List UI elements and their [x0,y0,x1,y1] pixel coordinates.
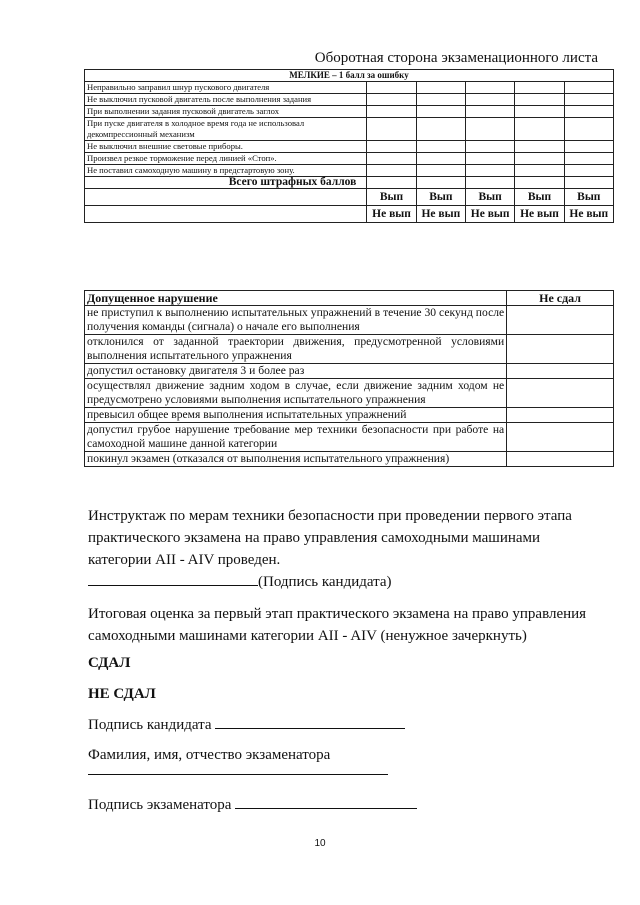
failed-cell: Не вып [564,206,613,223]
candidate-signature-blank[interactable] [215,728,405,729]
final-grade-text: Итоговая оценка за первый этап практического экзамена на право управления самоходными машинами категории AII - AIV (ненужное зачеркнуть) [88,606,587,644]
score-cell [564,153,613,165]
empty-cell [85,189,367,206]
score-cell [416,153,465,165]
violations-table [84,290,614,467]
fail-mark-cell [507,379,614,408]
passed-cell: Вып [465,189,514,206]
score-cell [416,141,465,153]
failed-cell: Не вып [416,206,465,223]
table-row [85,335,614,364]
passed-cell: Вып [515,189,564,206]
table-row [85,452,614,467]
examiner-signature-blank[interactable] [235,808,417,809]
violations-header-row [85,291,614,306]
score-cell [367,165,416,177]
col-fail: Не сдал [507,291,614,306]
score-cell [367,153,416,165]
score-cell [515,106,564,118]
error-description: При пуске двигателя в холодное время года не использовал декомпрессионный механизм [85,118,367,141]
table-row [85,364,614,379]
score-cell [416,82,465,94]
passed-cell: Вып [564,189,613,206]
total-cell [515,177,564,189]
score-cell [367,94,416,106]
score-cell [564,106,613,118]
failed-cell: Не вып [515,206,564,223]
examiner-signature-label: Подпись экзаменатора [88,797,232,813]
score-cell [465,153,514,165]
score-cell [564,141,613,153]
score-cell [367,141,416,153]
violation-description: осуществлял движение задним ходом в случае, если движение задним ходом не предусмотрено условиями выполнения испытательного упражнения [85,379,507,408]
fail-mark-cell [507,306,614,335]
table-row [85,379,614,408]
error-description: Неправильно заправил шнур пускового двигателя [85,82,367,94]
score-cell [465,94,514,106]
score-cell [416,165,465,177]
candidate-signature-line [88,571,596,593]
total-cell [367,177,416,189]
candidate-signature-label: Подпись кандидата [88,717,212,733]
fail-mark-cell [507,452,614,467]
score-cell [367,82,416,94]
score-cell [416,106,465,118]
fail-mark-cell [507,423,614,452]
score-cell [515,153,564,165]
minor-errors-table [84,69,614,223]
fail-mark-cell [507,335,614,364]
total-cell [564,177,613,189]
col-violation: Допущенное нарушение [85,291,507,306]
score-cell [515,141,564,153]
error-description: Не выключил внешние световые приборы. [85,141,367,153]
violation-description: отклонился от заданной траектории движения, предусмотренной условиями выполнения испытательного упражнения [85,335,507,364]
candidate-signature-caption: (Подпись кандидата) [258,574,392,590]
total-row [85,177,614,189]
violation-description: допустил грубое нарушение требование мер техники безопасности при работе на самоходной машине данной категории [85,423,507,452]
table-row [85,82,614,94]
table-row [85,306,614,335]
page-header: Оборотная сторона экзаменационного листа [314,50,598,66]
score-cell [564,94,613,106]
examiner-name-blank[interactable] [88,774,388,775]
error-description: Произвел резкое торможение перед линией «Стоп». [85,153,367,165]
total-cell [465,177,514,189]
empty-cell [85,206,367,223]
violation-description: допустил остановку двигателя 3 и более раз [85,364,507,379]
score-cell [564,118,613,141]
table-heading: МЕЛКИЕ – 1 балл за ошибку [85,70,614,82]
table-row [85,408,614,423]
score-cell [465,165,514,177]
error-description: Не поставил самоходную машину в предстартовую зону. [85,165,367,177]
score-cell [515,94,564,106]
examiner-name-row [88,760,596,782]
table-heading-row [85,70,614,82]
error-description: При выполнении задания пусковой двигатель заглох [85,106,367,118]
score-cell [465,118,514,141]
fail-mark-cell [507,364,614,379]
passed-cell: Вып [416,189,465,206]
passed-row [85,189,614,206]
score-cell [515,118,564,141]
page-number: 10 [314,838,326,849]
table-row [85,118,614,141]
failed-row [85,206,614,223]
table-row [85,153,614,165]
error-description: Не выключил пусковой двигатель после выполнения задания [85,94,367,106]
violation-description: не приступил к выполнению испытательных упражнений в течение 30 секунд после получения команды (сигнала) о начале его выполнения [85,306,507,335]
score-cell [465,82,514,94]
table-row [85,423,614,452]
score-cell [564,165,613,177]
score-cell [465,141,514,153]
table-row [85,141,614,153]
violation-description: покинул экзамен (отказался от выполнения испытательного упражнения) [85,452,507,467]
violation-description: превысил общее время выполнения испытательных упражнений [85,408,507,423]
examiner-signature-row [88,794,596,816]
failed-cell: Не вып [367,206,416,223]
score-cell [465,106,514,118]
candidate-signature-row [88,714,596,736]
score-cell [515,82,564,94]
score-cell [416,94,465,106]
signature-blank[interactable] [88,585,258,586]
score-cell [367,118,416,141]
passed-option: СДАЛ [88,655,131,671]
examiner-name-label: Фамилия, имя, отчество экзаменатора [88,747,331,763]
table-row [85,106,614,118]
failed-option: НЕ СДАЛ [88,686,156,702]
total-cell [416,177,465,189]
failed-cell: Не вып [465,206,514,223]
score-cell [367,106,416,118]
briefing-text: Инструктаж по мерам техники безопасности при проведении первого этапа практического экзамена на право управления самоходными машинами категории AII - AIV проведен. [88,508,572,568]
table-row [85,94,614,106]
passed-cell: Вып [367,189,416,206]
table-row [85,165,614,177]
score-cell [416,118,465,141]
score-cell [564,82,613,94]
fail-mark-cell [507,408,614,423]
score-cell [515,165,564,177]
total-label: Всего штрафных баллов [85,177,367,189]
